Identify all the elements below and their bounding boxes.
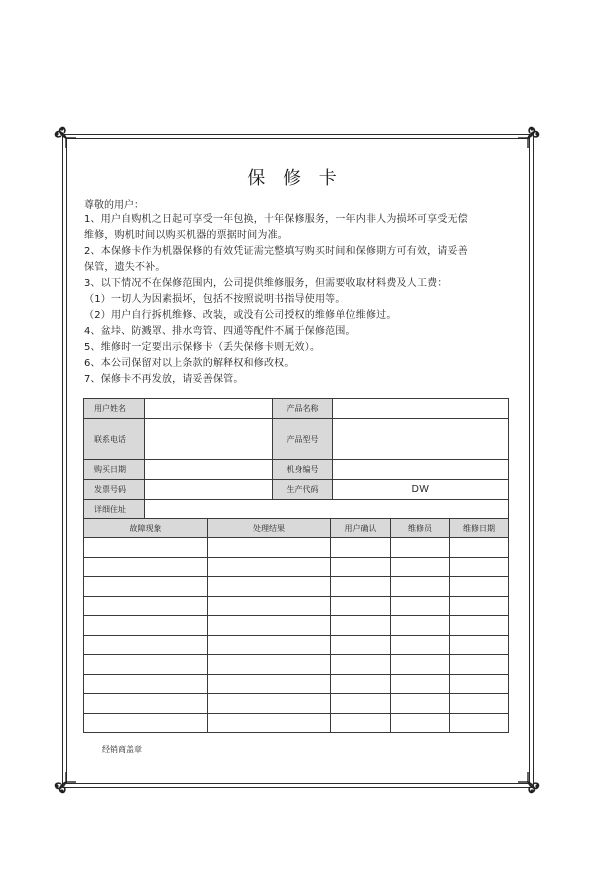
table-cell[interactable] bbox=[208, 538, 331, 558]
table-cell[interactable] bbox=[391, 557, 450, 577]
term-line: 3、以下情况不在保修范围内，公司提供维修服务，但需要收取材料费及人工费： bbox=[84, 278, 448, 289]
table-cell[interactable] bbox=[208, 616, 331, 636]
table-row bbox=[84, 538, 509, 558]
table-cell[interactable] bbox=[450, 557, 509, 577]
phone-field[interactable] bbox=[145, 419, 273, 460]
invoice-number-label: 发票号码 bbox=[84, 480, 145, 500]
term-line: 4、盆垰、防溅罩、排水弯管、四通等配件不属于保修范围。 bbox=[84, 326, 356, 337]
table-row bbox=[84, 596, 509, 616]
table-cell[interactable] bbox=[84, 635, 208, 655]
table-cell[interactable] bbox=[391, 713, 450, 733]
table-cell[interactable] bbox=[84, 616, 208, 636]
table-cell[interactable] bbox=[331, 596, 391, 616]
product-name-label: 产品名称 bbox=[273, 399, 333, 419]
table-cell[interactable] bbox=[84, 713, 208, 733]
term-line: （2）用户自行拆机维修、改装，或没有公司授权的维修单位维修过。 bbox=[84, 310, 397, 321]
table-cell[interactable] bbox=[331, 713, 391, 733]
table-cell[interactable] bbox=[331, 694, 391, 714]
column-header-user-confirm: 用户确认 bbox=[331, 519, 391, 538]
address-field[interactable] bbox=[145, 500, 509, 520]
model-label: 产品型号 bbox=[273, 419, 333, 460]
corner-ornament-icon bbox=[54, 126, 78, 150]
serial-number-label: 机身编号 bbox=[273, 460, 333, 480]
table-cell[interactable] bbox=[450, 655, 509, 675]
term-line: （1）一切人为因素损坏，包括不按照说明书指导使用等。 bbox=[84, 294, 346, 305]
table-cell[interactable] bbox=[84, 577, 208, 597]
corner-ornament-icon bbox=[516, 126, 540, 150]
table-cell[interactable] bbox=[208, 635, 331, 655]
table-cell[interactable] bbox=[208, 577, 331, 597]
table-cell[interactable] bbox=[331, 655, 391, 675]
table-row bbox=[84, 694, 509, 714]
phone-label: 联系电话 bbox=[84, 419, 145, 460]
corner-ornament-icon bbox=[54, 770, 78, 794]
user-name-field[interactable] bbox=[145, 399, 273, 419]
production-code-label: 生产代码 bbox=[273, 480, 333, 500]
table-cell[interactable] bbox=[331, 577, 391, 597]
table-cell[interactable] bbox=[208, 557, 331, 577]
table-cell[interactable] bbox=[391, 577, 450, 597]
table-cell[interactable] bbox=[84, 538, 208, 558]
column-header-fault: 故障现象 bbox=[84, 519, 208, 538]
greeting-text: 尊敬的用户： bbox=[84, 200, 144, 211]
term-line: 维修，购机时间以购买机器的票据时间为准。 bbox=[84, 230, 288, 241]
purchase-date-label: 购买日期 bbox=[84, 460, 145, 480]
customer-info-table bbox=[83, 398, 509, 520]
table-cell[interactable] bbox=[84, 674, 208, 694]
term-line: 2、本保修卡作为机器保修的有效凭证需完整填写购买时间和保修期方可有效，请妥善 bbox=[84, 246, 468, 257]
table-row bbox=[84, 557, 509, 577]
table-cell[interactable] bbox=[391, 694, 450, 714]
table-cell[interactable] bbox=[208, 713, 331, 733]
table-cell[interactable] bbox=[450, 635, 509, 655]
term-line: 6、本公司保留对以上条款的解释权和修改权。 bbox=[84, 358, 295, 369]
table-cell[interactable] bbox=[450, 596, 509, 616]
service-log-table bbox=[83, 518, 509, 733]
table-cell[interactable] bbox=[391, 596, 450, 616]
table-row bbox=[84, 616, 509, 636]
table-cell[interactable] bbox=[208, 596, 331, 616]
table-cell[interactable] bbox=[450, 674, 509, 694]
table-cell[interactable] bbox=[84, 694, 208, 714]
table-cell[interactable] bbox=[208, 655, 331, 675]
user-name-label: 用户姓名 bbox=[84, 399, 145, 419]
table-cell[interactable] bbox=[391, 635, 450, 655]
table-cell[interactable] bbox=[208, 694, 331, 714]
table-cell[interactable] bbox=[391, 538, 450, 558]
table-cell[interactable] bbox=[331, 557, 391, 577]
corner-ornament-icon bbox=[516, 770, 540, 794]
column-header-result: 处理结果 bbox=[208, 519, 331, 538]
term-line: 5、维修时一定要出示保修卡（丢失保修卡则无效）。 bbox=[84, 342, 321, 353]
table-cell[interactable] bbox=[450, 713, 509, 733]
table-cell[interactable] bbox=[391, 655, 450, 675]
table-cell[interactable] bbox=[331, 616, 391, 636]
column-header-repair-date: 维修日期 bbox=[450, 519, 509, 538]
table-cell[interactable] bbox=[450, 694, 509, 714]
table-cell[interactable] bbox=[84, 655, 208, 675]
table-row bbox=[84, 635, 509, 655]
table-cell[interactable] bbox=[331, 635, 391, 655]
table-row bbox=[84, 674, 509, 694]
table-cell[interactable] bbox=[391, 616, 450, 636]
term-line: 1、用户自购机之日起可享受一年包换，十年保修服务，一年内非人为损坏可享受无偿 bbox=[84, 214, 468, 225]
table-row bbox=[84, 577, 509, 597]
term-line: 7、保修卡不再发放，请妥善保管。 bbox=[84, 374, 244, 385]
service-log-rows bbox=[84, 538, 509, 733]
table-cell[interactable] bbox=[84, 557, 208, 577]
table-row bbox=[84, 655, 509, 675]
dealer-stamp-label: 经销商盖章 bbox=[102, 745, 142, 754]
table-cell[interactable] bbox=[208, 674, 331, 694]
table-cell[interactable] bbox=[391, 674, 450, 694]
table-cell[interactable] bbox=[450, 538, 509, 558]
invoice-number-field[interactable] bbox=[145, 480, 273, 500]
warranty-terms bbox=[84, 212, 510, 388]
term-line: 保管，遗失不补。 bbox=[84, 262, 166, 273]
table-cell[interactable] bbox=[331, 674, 391, 694]
column-header-technician: 维修员 bbox=[391, 519, 450, 538]
product-name-field[interactable] bbox=[333, 399, 509, 419]
page-title: 保 修 卡 bbox=[247, 168, 343, 189]
table-row bbox=[84, 713, 509, 733]
serial-number-field[interactable] bbox=[333, 460, 509, 480]
table-cell[interactable] bbox=[450, 577, 509, 597]
table-cell[interactable] bbox=[331, 538, 391, 558]
table-cell[interactable] bbox=[84, 596, 208, 616]
table-cell[interactable] bbox=[450, 616, 509, 636]
address-label: 详细住址 bbox=[84, 500, 145, 520]
purchase-date-field[interactable] bbox=[145, 460, 273, 480]
model-field[interactable] bbox=[333, 419, 509, 460]
production-code-value: DW bbox=[333, 480, 509, 500]
